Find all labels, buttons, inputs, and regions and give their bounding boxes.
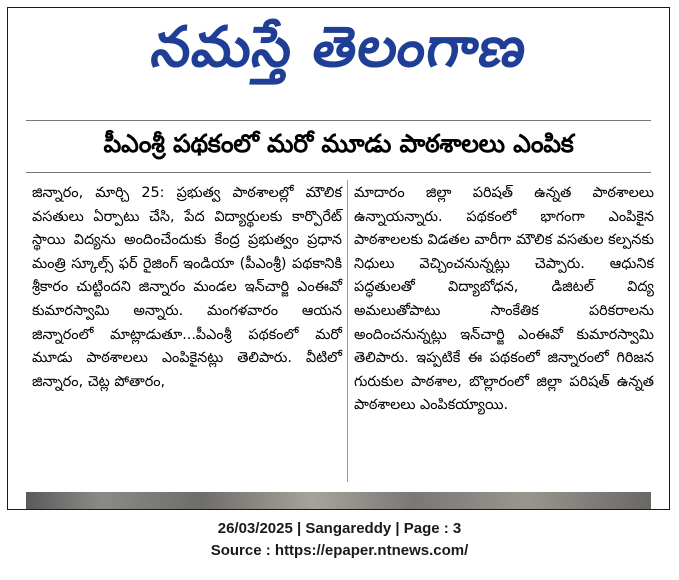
- clipping-frame: [7, 7, 670, 510]
- article-column-left: జిన్నారం, మార్చి 25: ప్రభుత్వ పాఠశాలల్లో మౌలిక వసతులు ఏర్పాటు చేసి, పేద విద్యార్థులకు కార్పొరేట్ స్థాయి విద్యను అందించేందుకు కేంద్ర ప్రభుత్వం ప్రధాన మంత్రి స్కూల్స్ ఫర్ రైజింగ్ ఇండియా (పీఎంశ్రీ) పథకానికి శ్రీకారం చుట్టిందని జిన్నారం మండల ఇన్‌చార్జి ఎంఈవో కుమారస్వామి అన్నారు. మంగళవారం ఆయన జిన్నారంలో మాట్లాడుతూ...పీఎంశ్రీ పథకంలో మరో మూడు పాఠశాలలు ఎంపికైనట్లు తెలిపారు. వీటిలో జిన్నారం, చెట్ల పోతారం,: [32, 185, 342, 390]
- masthead-title: నమస్తే తెలంగాణ: [147, 14, 532, 80]
- clipping-source: Source : https://epaper.ntnews.com/: [210, 542, 469, 559]
- column-divider: [347, 180, 348, 482]
- article-column-right: మాదారం జిల్లా పరిషత్ ఉన్నత పాఠశాలలు ఉన్నాయన్నారు. పథకంలో భాగంగా ఎంపికైన పాఠశాలలకు విడతల వారీగా మౌలిక వసతుల కల్పనకు నిధులు వెచ్చించనున్నట్లు చెప్పారు. ఆధునిక పద్ధతులతో విద్యాబోధన, డిజిటల్ విద్య అమలుతోపాటు సాంకేతిక పరికరాలను అందించనున్నట్లు ఇన్‌చార్జి ఎంఈవో కుమారస్వామి తెలిపారు. ఇప్పటికే ఈ పథకంలో జిన్నారంలో గిరిజన గురుకుల పాఠశాల, బొల్లారంలో జిల్లా పరిషత్ ఉన్నత పాఠశాలలు ఎంపికయ్యాయి.: [354, 185, 654, 414]
- headline-top-rule: [26, 120, 651, 121]
- clipping-date-info: 26/03/2025 | Sangareddy | Page : 3: [217, 520, 462, 537]
- cropped-photo: [26, 492, 651, 510]
- newspaper-masthead: [8, 8, 669, 100]
- headline: పీఎంశ్రీ పథకంలో మరో మూడు పాఠశాలలు ఎంపిక: [103, 129, 574, 158]
- headline-block: [26, 124, 651, 170]
- headline-bottom-rule: [26, 172, 651, 173]
